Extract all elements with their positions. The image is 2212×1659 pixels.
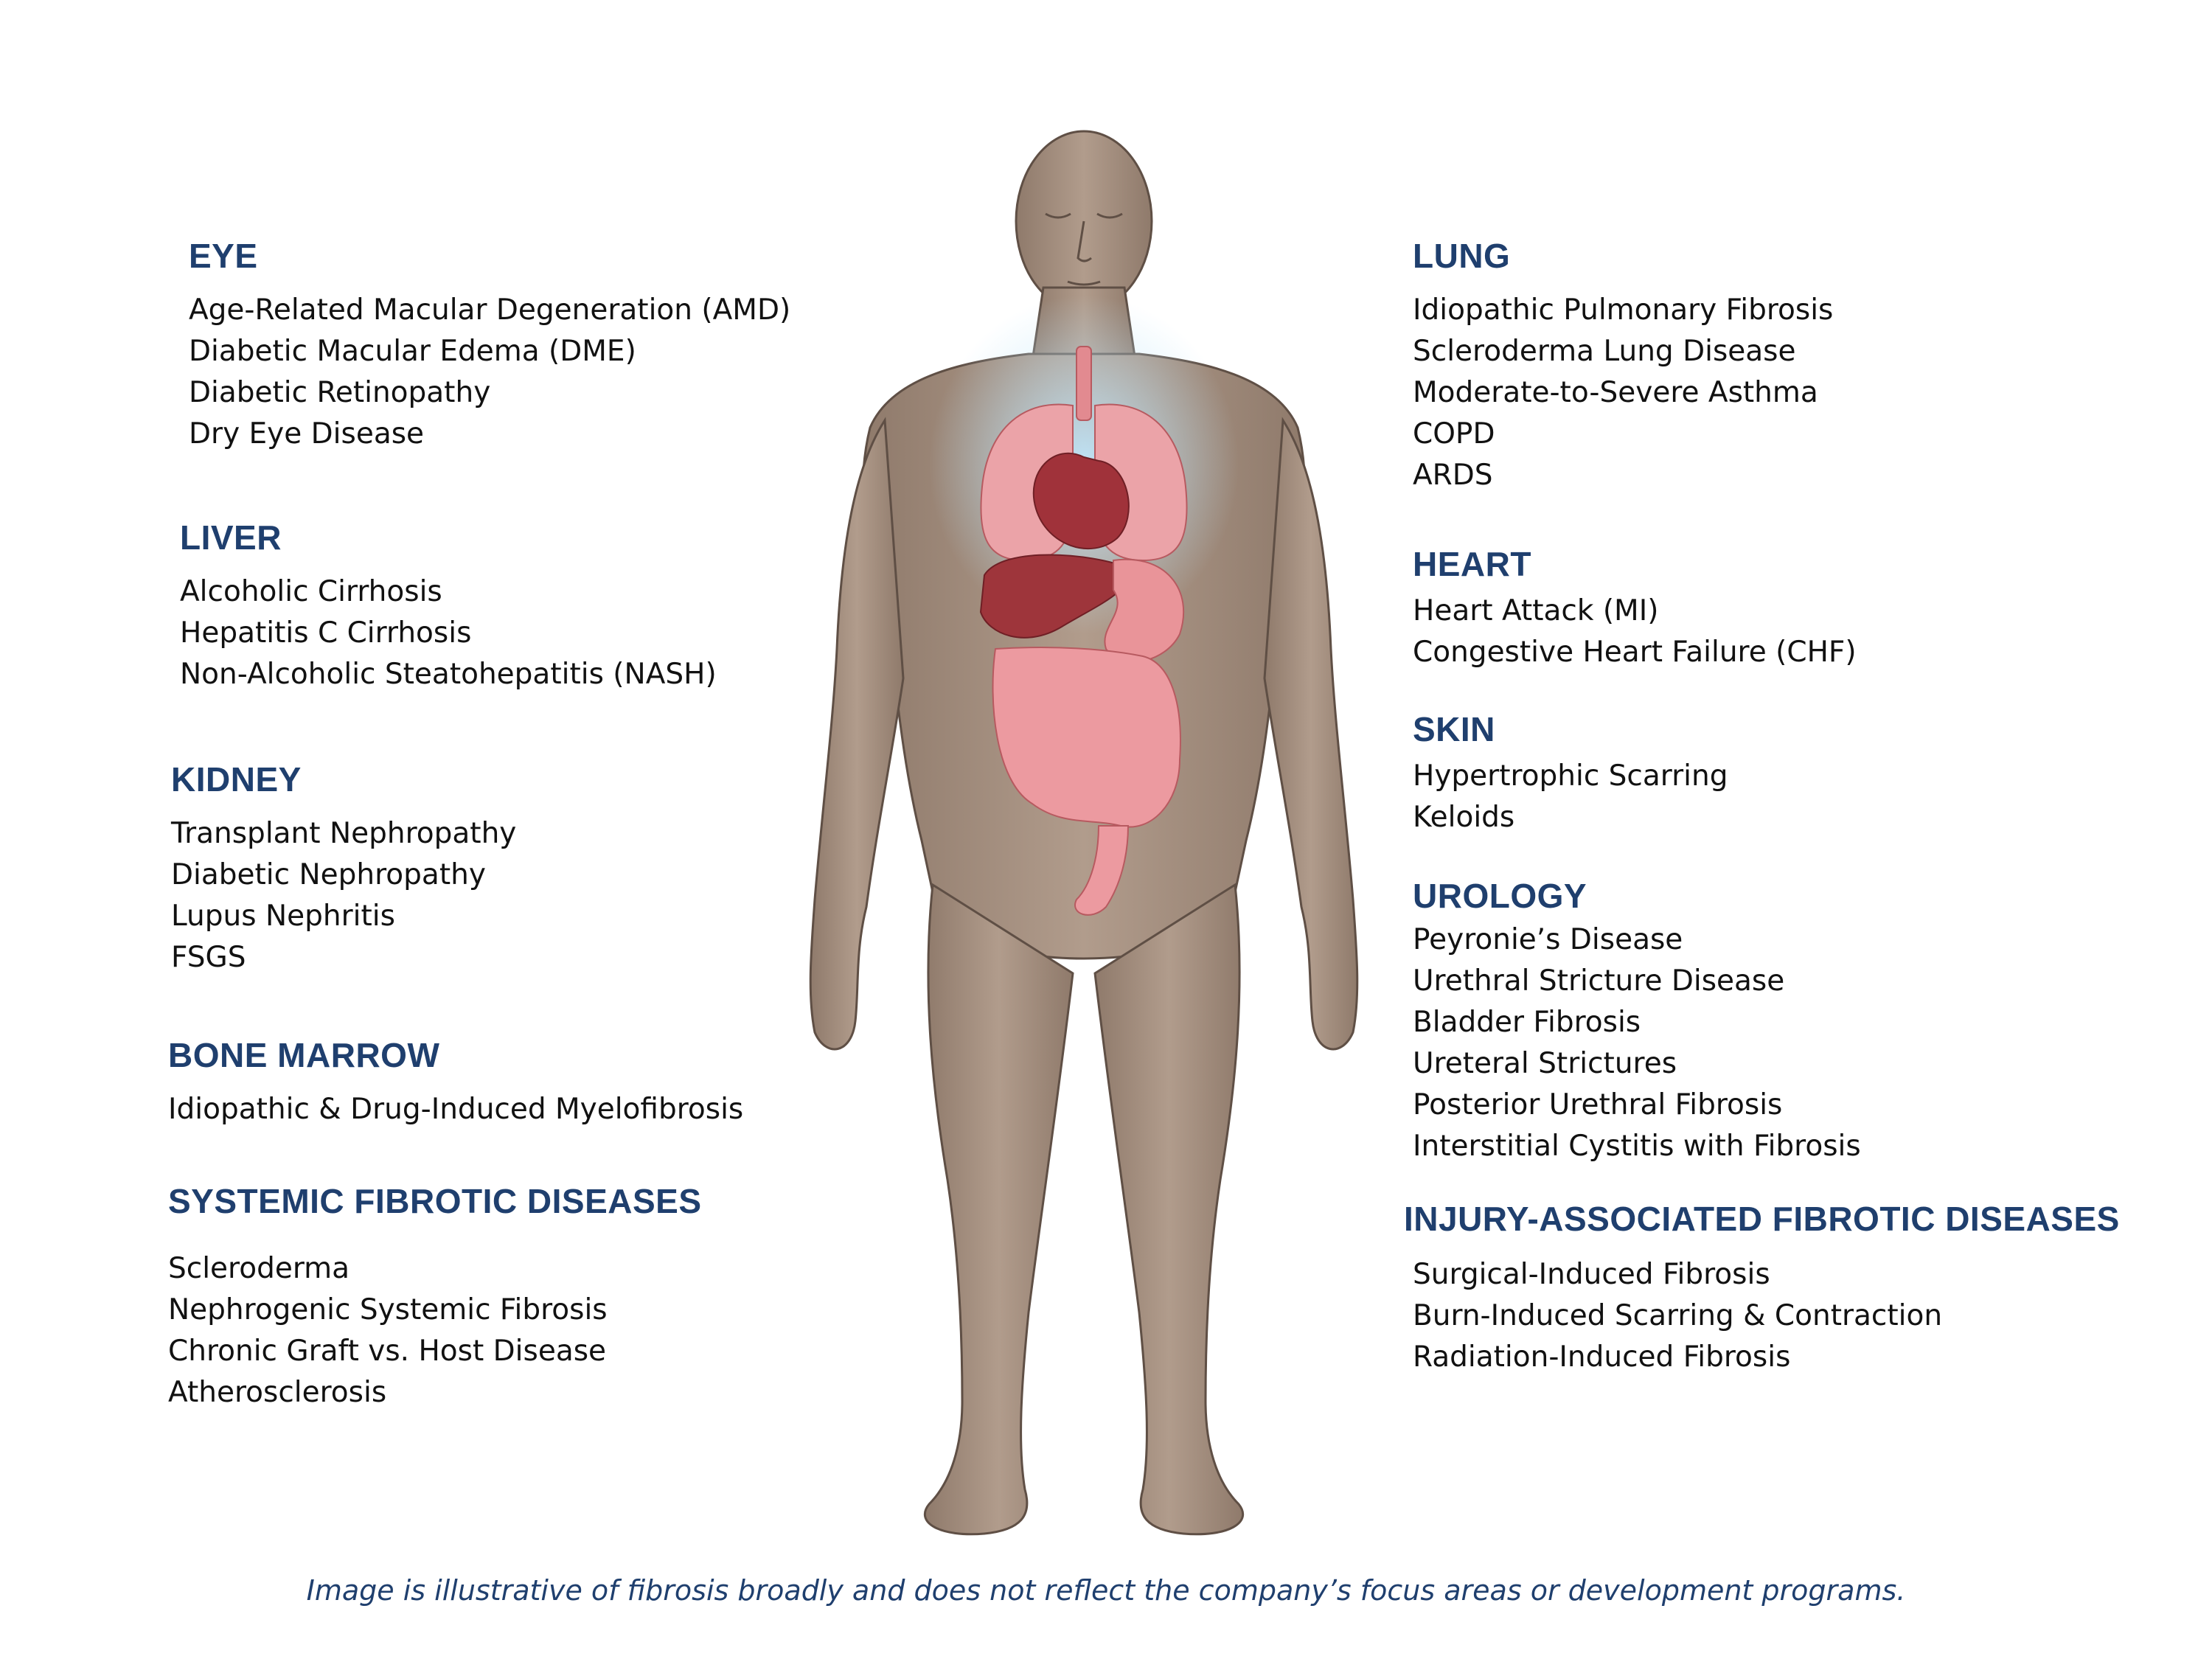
- skin-group: [1413, 709, 1728, 838]
- list-item: FSGS: [171, 941, 246, 975]
- list-item: Atherosclerosis: [168, 1376, 387, 1410]
- list-item: Lupus Nephritis: [171, 900, 395, 933]
- list-item: Surgical-Induced Fibrosis: [1413, 1258, 1770, 1292]
- left-leg: [925, 885, 1073, 1534]
- list-item: Transplant Nephropathy: [171, 817, 517, 851]
- heart-list: [1413, 591, 1857, 673]
- list-item: Chronic Graft vs. Host Disease: [168, 1335, 607, 1368]
- systemic-group: [168, 1181, 702, 1413]
- list-item: ARDS: [1413, 459, 1493, 493]
- list-item: Burn-Induced Scarring & Contraction: [1413, 1299, 1943, 1333]
- bone-marrow-list: [168, 1089, 743, 1130]
- list-item: Heart Attack (MI): [1413, 594, 1659, 628]
- bone-marrow-heading: BONE MARROW: [168, 1036, 440, 1074]
- list-item: Alcoholic Cirrhosis: [180, 575, 442, 609]
- list-item: Non-Alcoholic Steatohepatitis (NASH): [180, 658, 717, 692]
- lung-heading: LUNG: [1413, 237, 1511, 275]
- injury-heading: INJURY-ASSOCIATED FIBROTIC DISEASES: [1404, 1200, 2120, 1238]
- list-item: Posterior Urethral Fibrosis: [1413, 1088, 1783, 1122]
- right-leg: [1095, 885, 1243, 1534]
- list-item: Keloids: [1413, 801, 1515, 835]
- trachea: [1077, 347, 1091, 420]
- disclaimer-note: Image is illustrative of fibrosis broadly and does not reflect the company’s focus areas or development programs.: [306, 1574, 1906, 1607]
- right-arm: [1265, 420, 1357, 1049]
- skin-heading: SKIN: [1413, 710, 1495, 748]
- heart-group: [1413, 544, 1857, 673]
- eye-heading: EYE: [189, 237, 258, 275]
- list-item: Bladder Fibrosis: [1413, 1006, 1641, 1040]
- list-item: Moderate-to-Severe Asthma: [1413, 376, 1818, 410]
- list-item: Age-Related Macular Degeneration (AMD): [189, 293, 791, 327]
- urology-heading: UROLOGY: [1413, 877, 1587, 915]
- kidney-list: [171, 813, 516, 978]
- list-item: Idiopathic & Drug-Induced Myelofibrosis: [168, 1093, 744, 1127]
- human-body-illustration: [782, 118, 1386, 1563]
- lung-group: [1413, 236, 1833, 496]
- list-item: Scleroderma: [168, 1252, 350, 1286]
- systemic-list: [168, 1248, 702, 1413]
- list-item: Diabetic Macular Edema (DME): [189, 335, 636, 369]
- list-item: Scleroderma Lung Disease: [1413, 335, 1796, 369]
- liver-group: [180, 518, 717, 695]
- list-item: Ureteral Strictures: [1413, 1047, 1677, 1081]
- systemic-heading: SYSTEMIC FIBROTIC DISEASES: [168, 1182, 702, 1220]
- eye-group: [189, 236, 790, 455]
- list-item: Hepatitis C Cirrhosis: [180, 616, 472, 650]
- list-item: Radiation-Induced Fibrosis: [1413, 1340, 1791, 1374]
- heart-heading: HEART: [1413, 545, 1531, 583]
- list-item: COPD: [1413, 417, 1495, 451]
- list-item: Peyronie’s Disease: [1413, 923, 1683, 957]
- list-item: Congestive Heart Failure (CHF): [1413, 636, 1857, 669]
- list-item: Dry Eye Disease: [189, 417, 425, 451]
- skin-list: [1413, 756, 1728, 838]
- urology-list: [1413, 919, 1861, 1167]
- list-item: Urethral Stricture Disease: [1413, 964, 1785, 998]
- injury-group: [1404, 1199, 2120, 1378]
- urology-group: [1413, 876, 1861, 1167]
- list-item: Interstitial Cystitis with Fibrosis: [1413, 1130, 1861, 1164]
- left-arm: [810, 420, 903, 1049]
- liver-heading: LIVER: [180, 518, 282, 557]
- eye-list: [189, 290, 790, 455]
- kidney-heading: KIDNEY: [171, 760, 302, 799]
- list-item: Hypertrophic Scarring: [1413, 759, 1728, 793]
- injury-list: [1404, 1254, 2120, 1378]
- liver-list: [180, 571, 717, 695]
- list-item: Idiopathic Pulmonary Fibrosis: [1413, 293, 1834, 327]
- kidney-group: [171, 759, 516, 978]
- bone-marrow-group: [168, 1035, 743, 1130]
- list-item: Nephrogenic Systemic Fibrosis: [168, 1293, 608, 1327]
- list-item: Diabetic Nephropathy: [171, 858, 486, 892]
- lung-list: [1413, 290, 1833, 496]
- list-item: Diabetic Retinopathy: [189, 376, 491, 410]
